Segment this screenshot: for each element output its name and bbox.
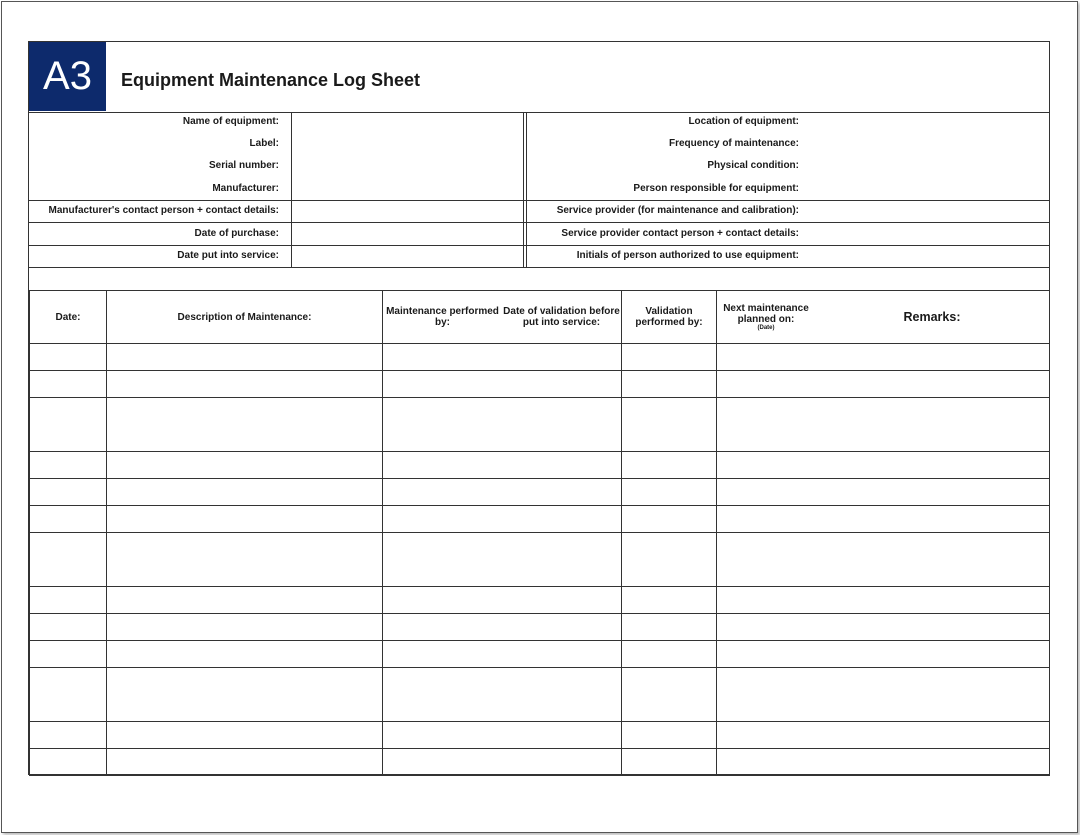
cell-description[interactable] [107,614,383,641]
cell-validation-by[interactable] [622,344,717,371]
field-label-physical-condition: Physical condition: [707,160,799,171]
cell-description[interactable] [107,452,383,479]
cell-performed-by[interactable] [383,452,622,479]
field-label-provider-contact: Service provider contact person + contact details: [561,228,799,239]
field-label-label: Label: [249,138,279,149]
table-row [30,398,1050,452]
cell-date[interactable] [30,533,107,587]
cell-date[interactable] [30,641,107,668]
cell-performed-by[interactable] [383,749,622,776]
cell-description[interactable] [107,344,383,371]
cell-performed-by[interactable] [383,479,622,506]
cell-validation-by[interactable] [622,587,717,614]
cell-description[interactable] [107,749,383,776]
field-label-serial-number: Serial number: [208,160,279,171]
equipment-info-section [29,112,1049,268]
table-row [30,668,1050,722]
cell-performed-by[interactable] [383,587,622,614]
cell-performed-by[interactable] [383,533,622,587]
cell-date[interactable] [30,587,107,614]
cell-validation-by[interactable] [622,452,717,479]
table-row [30,587,1050,614]
table-row [30,749,1050,776]
cell-date[interactable] [30,452,107,479]
cell-validation-by[interactable] [622,722,717,749]
next-maintenance-label: Next maintenance planned on: [723,303,809,325]
cell-remarks[interactable] [717,587,1050,614]
cell-description[interactable] [107,371,383,398]
cell-date[interactable] [30,722,107,749]
page-title: Equipment Maintenance Log Sheet [121,70,421,90]
cell-date[interactable] [30,479,107,506]
cell-performed-by[interactable] [383,722,622,749]
field-label-responsible-person: Person responsible for equipment: [633,183,799,194]
table-row [30,533,1050,587]
column-header-date: Date: [30,291,107,344]
cell-performed-by[interactable] [383,614,622,641]
cell-remarks[interactable] [717,614,1050,641]
table-row [30,506,1050,533]
field-label-service-provider: Service provider (for maintenance and calibration): [556,205,799,216]
cell-description[interactable] [107,641,383,668]
cell-validation-by[interactable] [622,614,717,641]
field-label-equipment-name: Name of equipment: [182,116,279,127]
cell-description[interactable] [107,398,383,452]
cell-description[interactable] [107,533,383,587]
cell-date[interactable] [30,371,107,398]
cell-remarks[interactable] [717,749,1050,776]
field-label-service-start-date: Date put into service: [177,250,279,261]
cell-validation-by[interactable] [622,641,717,668]
table-row [30,722,1050,749]
cell-remarks[interactable] [717,371,1050,398]
cell-performed-by[interactable] [383,371,622,398]
cell-description[interactable] [107,479,383,506]
cell-performed-by[interactable] [383,344,622,371]
next-maintenance-date-note: (Date) [757,325,775,331]
cell-remarks[interactable] [717,722,1050,749]
table-row [30,371,1050,398]
cell-date[interactable] [30,344,107,371]
column-header-performed-by: Maintenance performed by: [386,306,499,328]
column-header-next-remarks [717,291,1050,344]
cell-remarks[interactable] [717,398,1050,452]
cell-performed-by[interactable] [383,641,622,668]
cell-validation-by[interactable] [622,668,717,722]
cell-description[interactable] [107,668,383,722]
field-label-location: Location of equipment: [688,116,799,127]
size-badge: A3 [29,42,106,111]
cell-remarks[interactable] [717,506,1050,533]
cell-date[interactable] [30,614,107,641]
cell-validation-by[interactable] [622,398,717,452]
cell-performed-by[interactable] [383,668,622,722]
maintenance-log-table [29,290,1050,776]
cell-remarks[interactable] [717,533,1050,587]
field-label-manufacturer: Manufacturer: [212,183,279,194]
cell-remarks[interactable] [717,479,1050,506]
field-label-authorized-initials: Initials of person authorized to use equipment: [576,250,799,261]
cell-date[interactable] [30,668,107,722]
cell-remarks[interactable] [717,344,1050,371]
column-header-next-maintenance [717,303,815,331]
column-header-validation-by: Validation performed by: [622,291,717,344]
cell-validation-by[interactable] [622,506,717,533]
cell-description[interactable] [107,506,383,533]
cell-remarks[interactable] [717,641,1050,668]
field-label-frequency: Frequency of maintenance: [668,138,799,149]
cell-validation-by[interactable] [622,533,717,587]
cell-description[interactable] [107,722,383,749]
sheet-header [29,42,1049,113]
table-header-row [30,291,1050,344]
cell-date[interactable] [30,398,107,452]
table-row [30,344,1050,371]
column-header-remarks: Remarks: [903,310,961,324]
table-row [30,452,1050,479]
field-label-purchase-date: Date of purchase: [194,228,279,239]
table-row [30,641,1050,668]
cell-validation-by[interactable] [622,479,717,506]
log-sheet [28,41,1050,775]
column-header-maintenance-validation [383,291,622,344]
cell-description[interactable] [107,587,383,614]
column-header-validation-date: Date of validation before put into service: [503,306,620,328]
table-row [30,614,1050,641]
cell-remarks[interactable] [717,452,1050,479]
cell-performed-by[interactable] [383,506,622,533]
column-header-description: Description of Maintenance: [107,291,383,344]
cell-date[interactable] [30,506,107,533]
field-label-manufacturer-contact: Manufacturer's contact person + contact details: [48,205,279,216]
cell-performed-by[interactable] [383,398,622,452]
table-row [30,479,1050,506]
cell-date[interactable] [30,749,107,776]
cell-validation-by[interactable] [622,749,717,776]
cell-validation-by[interactable] [622,371,717,398]
cell-remarks[interactable] [717,668,1050,722]
page [1,1,1078,833]
